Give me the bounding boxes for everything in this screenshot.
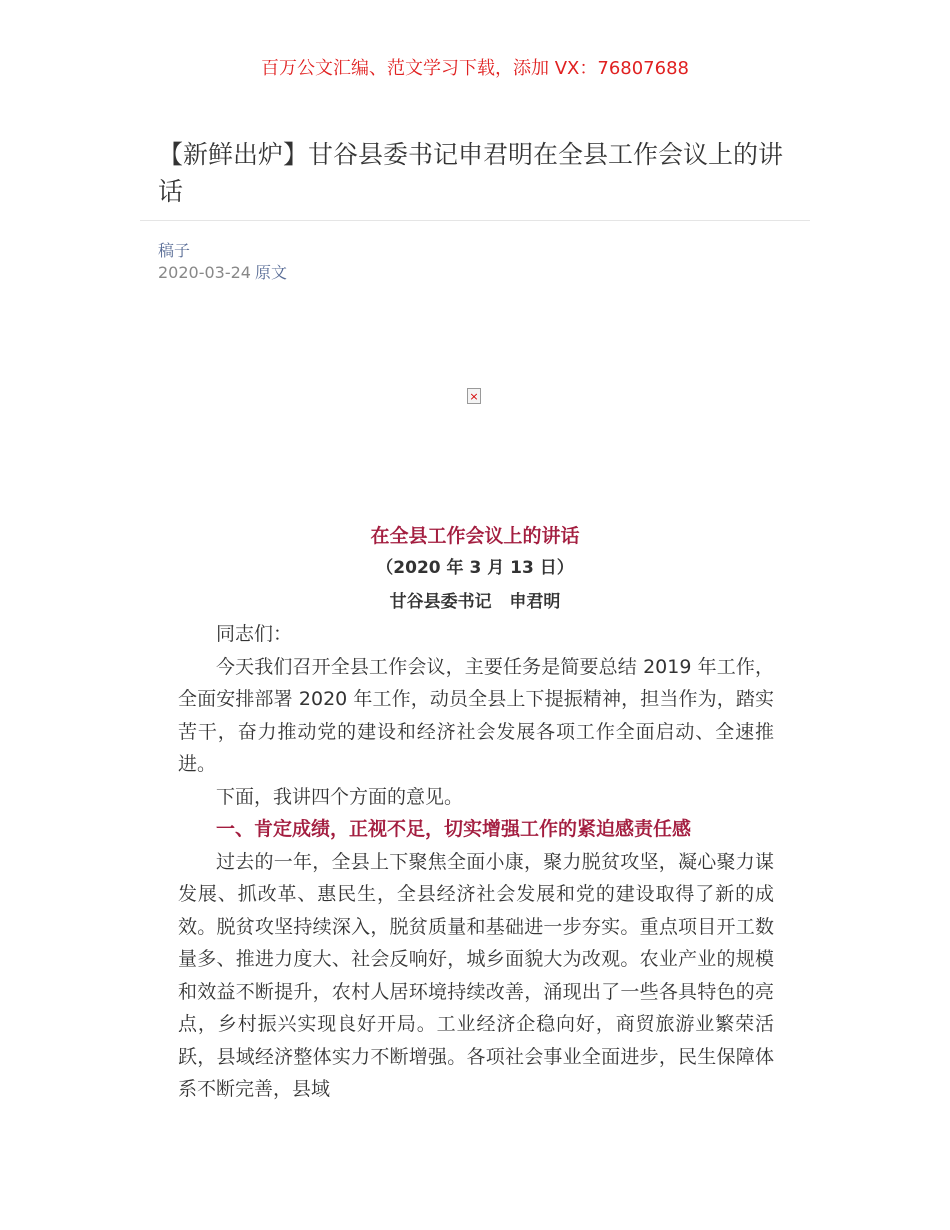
speech-title: 在全县工作会议上的讲话 (370, 525, 580, 547)
author-link[interactable]: 稿子 (158, 241, 191, 260)
promo-banner: 百万公文汇编、范文学习下载，添加 VX：76807688 (261, 58, 689, 79)
body-paragraph: 今天我们召开全县工作会议，主要任务是简要总结 2019 年工作，全面安排部署 2020 年工作，动员全县上下提振精神，担当作为，踏实苦干，奋力推动党的建设和经济社会发展各项工作全面启动、全速推进。 (178, 655, 774, 775)
article-meta (158, 262, 287, 284)
publish-date: 2020-03-24 (158, 263, 251, 282)
section-heading: 一、肯定成绩，正视不足，切实增强工作的紧迫感责任感 (216, 818, 692, 840)
source-link[interactable]: 原文 (254, 263, 287, 282)
salutation: 同志们： (216, 623, 293, 645)
title-divider (140, 220, 810, 221)
body-paragraph: 下面，我讲四个方面的意见。 (216, 785, 464, 808)
broken-image-icon: × (467, 388, 481, 404)
article-title: 【新鲜出炉】甘谷县委书记申君明在全县工作会议上的讲话 (158, 140, 784, 206)
body-paragraph: 过去的一年，全县上下聚焦全面小康，聚力脱贫攻坚，凝心聚力谋发展、抓改革、惠民生，全县经济社会发展和党的建设取得了新的成效。脱贫攻坚持续深入，脱贫质量和基础进一步夯实。重点项目开工数量多、推进力度大、社会反响好，城乡面貌大为改观。农业产业的规模和效益不断提升，农村人居环境持续改善，涌现出了一些各具特色的亮点，乡村振兴实现良好开局。工业经济企稳向好，商贸旅游业繁荣活跃，县域经济整体实力不断增强。各项社会事业全面进步，民生保障体系不断完善，县域 (178, 850, 774, 1100)
speech-body (178, 618, 774, 1106)
speech-date: （2020 年 3 月 13 日） (376, 558, 574, 578)
speaker-line: 甘谷县委书记 申君明 (389, 592, 561, 612)
